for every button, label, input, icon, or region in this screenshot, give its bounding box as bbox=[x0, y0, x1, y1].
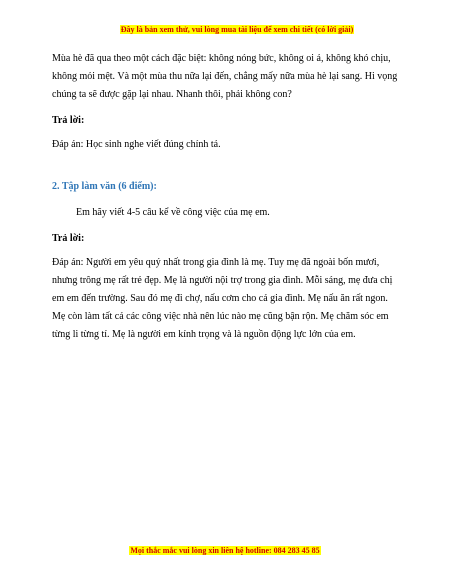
hotline-notice bbox=[0, 546, 450, 556]
answer-label: Trả lời: bbox=[52, 115, 85, 126]
document-body bbox=[52, 50, 400, 344]
answer-text: Đáp án: Học sinh nghe viết đúng chính tả. bbox=[52, 139, 221, 150]
answer-label: Trả lời: bbox=[52, 233, 85, 244]
section-prompt: Em hãy viết 4-5 câu kể về công việc của mẹ em. bbox=[76, 207, 270, 218]
hotline-notice-text: Mọi thắc mắc vui lòng xin liên hệ hotline: 084 283 45 85 bbox=[130, 546, 320, 555]
section-heading: 2. Tập làm văn (6 điểm): bbox=[52, 181, 157, 192]
preview-notice-text: Đây là bản xem thử, vui lòng mua tài liệu để xem chi tiết (có lời giải) bbox=[120, 25, 354, 34]
preview-notice bbox=[0, 25, 450, 35]
answer-text: Đáp án: Người em yêu quý nhất trong gia đình là mẹ. Tuy mẹ đã ngoài bốn mươi, nhưng trông mẹ rất trẻ đẹp. Mẹ là người nội trợ trong gia đình. Mỗi sáng, mẹ đưa chị em em đến trường. Sau đó mẹ đi chợ, nấu cơm cho cả gia đình. Mẹ nấu ăn rất ngon. Mẹ còn làm tất cả các công việc nhà nên lúc nào mẹ cũng bận rộn. Mẹ chăm sóc em từng li từng tí. Mẹ là người em kính trọng và là nguồn động lực lớn của em. bbox=[52, 257, 393, 340]
dictation-passage: Mùa hè đã qua theo một cách đặc biệt: không nóng bức, không oi ả, không khó chịu, không mỏi mệt. Và một mùa thu nữa lại đến, chẳng mấy nữa mùa hè lại sang. Hi vọng chúng ta sẽ được gặp lại nhau. Nhanh thôi, phải không con? bbox=[52, 53, 398, 100]
